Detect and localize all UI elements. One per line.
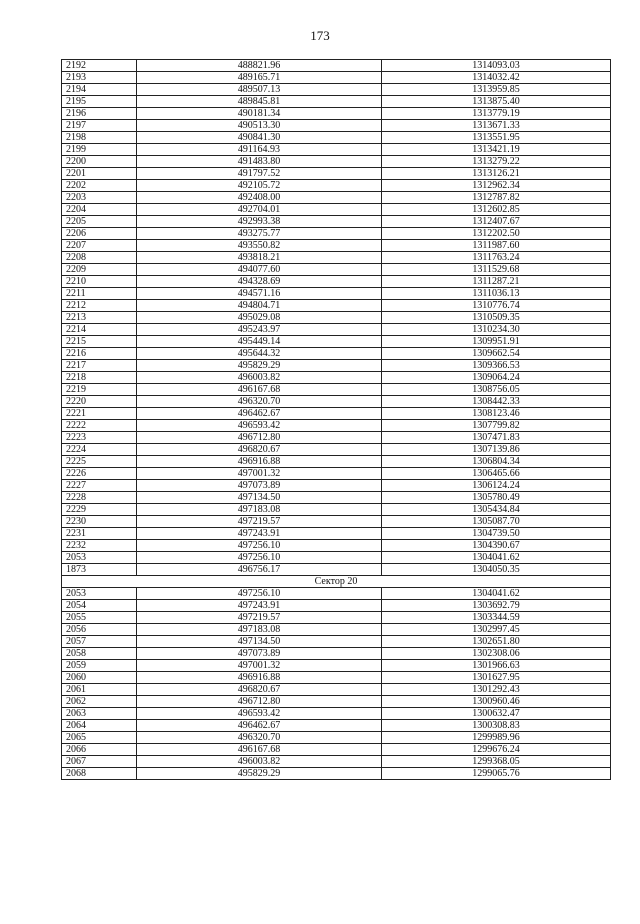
table-row: [62, 444, 611, 456]
table-row: [62, 744, 611, 756]
y-coordinate-cell: 1307799.82: [382, 420, 611, 432]
x-coordinate-cell: 491483.80: [137, 156, 382, 168]
point-number-cell: 2058: [62, 648, 137, 660]
x-coordinate-cell: 497256.10: [137, 552, 382, 564]
point-number-cell: 2055: [62, 612, 137, 624]
y-coordinate-cell: 1308123.46: [382, 408, 611, 420]
point-number-cell: 1873: [62, 564, 137, 576]
point-number-cell: 2227: [62, 480, 137, 492]
table-row: [62, 84, 611, 96]
x-coordinate-cell: 491164.93: [137, 144, 382, 156]
table-row: [62, 708, 611, 720]
point-number-cell: 2192: [62, 60, 137, 72]
point-number-cell: 2219: [62, 384, 137, 396]
x-coordinate-cell: 496320.70: [137, 396, 382, 408]
table-row: [62, 204, 611, 216]
point-number-cell: 2226: [62, 468, 137, 480]
point-number-cell: 2212: [62, 300, 137, 312]
y-coordinate-cell: 1301292.43: [382, 684, 611, 696]
table-row: [62, 228, 611, 240]
table-row: [62, 288, 611, 300]
table-row: [62, 384, 611, 396]
point-number-cell: 2214: [62, 324, 137, 336]
point-number-cell: 2060: [62, 672, 137, 684]
x-coordinate-cell: 490181.34: [137, 108, 382, 120]
x-coordinate-cell: 492408.00: [137, 192, 382, 204]
x-coordinate-cell: 489165.71: [137, 72, 382, 84]
y-coordinate-cell: 1299065.76: [382, 768, 611, 780]
x-coordinate-cell: 495644.32: [137, 348, 382, 360]
table-row: [62, 264, 611, 276]
y-coordinate-cell: 1311763.24: [382, 252, 611, 264]
point-number-cell: 2220: [62, 396, 137, 408]
y-coordinate-cell: 1304390.67: [382, 540, 611, 552]
table-row: [62, 324, 611, 336]
point-number-cell: 2197: [62, 120, 137, 132]
x-coordinate-cell: 492105.72: [137, 180, 382, 192]
x-coordinate-cell: 496916.88: [137, 456, 382, 468]
table-row: [62, 372, 611, 384]
y-coordinate-cell: 1311287.21: [382, 276, 611, 288]
point-number-cell: 2211: [62, 288, 137, 300]
table-row: [62, 312, 611, 324]
table-row: [62, 360, 611, 372]
x-coordinate-cell: 497243.91: [137, 600, 382, 612]
point-number-cell: 2210: [62, 276, 137, 288]
y-coordinate-cell: 1309662.54: [382, 348, 611, 360]
point-number-cell: 2207: [62, 240, 137, 252]
x-coordinate-cell: 495829.29: [137, 768, 382, 780]
point-number-cell: 2196: [62, 108, 137, 120]
x-coordinate-cell: 497183.08: [137, 624, 382, 636]
table-row: [62, 168, 611, 180]
point-number-cell: 2209: [62, 264, 137, 276]
x-coordinate-cell: 496167.68: [137, 744, 382, 756]
y-coordinate-cell: 1300308.83: [382, 720, 611, 732]
table-row: [62, 660, 611, 672]
y-coordinate-cell: 1302308.06: [382, 648, 611, 660]
point-number-cell: 2056: [62, 624, 137, 636]
y-coordinate-cell: 1309951.91: [382, 336, 611, 348]
y-coordinate-cell: 1305087.70: [382, 516, 611, 528]
point-number-cell: 2213: [62, 312, 137, 324]
x-coordinate-cell: 495829.29: [137, 360, 382, 372]
table-row: [62, 132, 611, 144]
x-coordinate-cell: 497001.32: [137, 468, 382, 480]
y-coordinate-cell: 1314032.42: [382, 72, 611, 84]
y-coordinate-cell: 1307139.86: [382, 444, 611, 456]
y-coordinate-cell: 1312407.67: [382, 216, 611, 228]
table-row: [62, 648, 611, 660]
table-row: [62, 120, 611, 132]
table-row: [62, 60, 611, 72]
table-row: [62, 624, 611, 636]
point-number-cell: 2202: [62, 180, 137, 192]
table-row: [62, 156, 611, 168]
point-number-cell: 2208: [62, 252, 137, 264]
y-coordinate-cell: 1311036.13: [382, 288, 611, 300]
y-coordinate-cell: 1304050.35: [382, 564, 611, 576]
x-coordinate-cell: 493818.21: [137, 252, 382, 264]
x-coordinate-cell: 494804.71: [137, 300, 382, 312]
x-coordinate-cell: 496462.67: [137, 720, 382, 732]
table-row: [62, 252, 611, 264]
y-coordinate-cell: 1313279.22: [382, 156, 611, 168]
y-coordinate-cell: 1300632.47: [382, 708, 611, 720]
x-coordinate-cell: 497243.91: [137, 528, 382, 540]
x-coordinate-cell: 496003.82: [137, 756, 382, 768]
y-coordinate-cell: 1308756.05: [382, 384, 611, 396]
y-coordinate-cell: 1302651.80: [382, 636, 611, 648]
table-row: [62, 348, 611, 360]
y-coordinate-cell: 1304041.62: [382, 552, 611, 564]
y-coordinate-cell: 1302997.45: [382, 624, 611, 636]
point-number-cell: 2215: [62, 336, 137, 348]
point-number-cell: 2194: [62, 84, 137, 96]
y-coordinate-cell: 1299676.24: [382, 744, 611, 756]
table-row: [62, 300, 611, 312]
point-number-cell: 2064: [62, 720, 137, 732]
table-row: [62, 456, 611, 468]
x-coordinate-cell: 497256.10: [137, 588, 382, 600]
y-coordinate-cell: 1310509.35: [382, 312, 611, 324]
table-row: [62, 684, 611, 696]
point-number-cell: 2216: [62, 348, 137, 360]
x-coordinate-cell: 492993.38: [137, 216, 382, 228]
table-row: [62, 528, 611, 540]
x-coordinate-cell: 496756.17: [137, 564, 382, 576]
point-number-cell: 2053: [62, 588, 137, 600]
x-coordinate-cell: 496593.42: [137, 708, 382, 720]
point-number-cell: 2063: [62, 708, 137, 720]
y-coordinate-cell: 1313875.40: [382, 96, 611, 108]
x-coordinate-cell: 497219.57: [137, 516, 382, 528]
point-number-cell: 2232: [62, 540, 137, 552]
y-coordinate-cell: 1313779.19: [382, 108, 611, 120]
table-row: [62, 492, 611, 504]
x-coordinate-cell: 496003.82: [137, 372, 382, 384]
table-row: [62, 600, 611, 612]
table-row: [62, 732, 611, 744]
table-row: [62, 432, 611, 444]
table-row: [62, 96, 611, 108]
table-row: [62, 108, 611, 120]
point-number-cell: 2229: [62, 504, 137, 516]
y-coordinate-cell: 1306124.24: [382, 480, 611, 492]
point-number-cell: 2195: [62, 96, 137, 108]
point-number-cell: 2059: [62, 660, 137, 672]
point-number-cell: 2067: [62, 756, 137, 768]
point-number-cell: 2200: [62, 156, 137, 168]
point-number-cell: 2224: [62, 444, 137, 456]
y-coordinate-cell: 1303344.59: [382, 612, 611, 624]
table-row: [62, 408, 611, 420]
point-number-cell: 2065: [62, 732, 137, 744]
y-coordinate-cell: 1312202.50: [382, 228, 611, 240]
point-number-cell: 2199: [62, 144, 137, 156]
table-row: [62, 504, 611, 516]
x-coordinate-cell: 497183.08: [137, 504, 382, 516]
y-coordinate-cell: 1299368.05: [382, 756, 611, 768]
point-number-cell: 2053: [62, 552, 137, 564]
table-row: [62, 180, 611, 192]
x-coordinate-cell: 489845.81: [137, 96, 382, 108]
x-coordinate-cell: 497073.89: [137, 648, 382, 660]
coordinates-table: [61, 59, 611, 780]
x-coordinate-cell: 497001.32: [137, 660, 382, 672]
y-coordinate-cell: 1305780.49: [382, 492, 611, 504]
table-row: [62, 768, 611, 780]
table-body-upper: [62, 60, 611, 576]
x-coordinate-cell: 494077.60: [137, 264, 382, 276]
point-number-cell: 2201: [62, 168, 137, 180]
y-coordinate-cell: 1299989.96: [382, 732, 611, 744]
x-coordinate-cell: 496916.88: [137, 672, 382, 684]
table-row: [62, 420, 611, 432]
y-coordinate-cell: 1314093.03: [382, 60, 611, 72]
table-body-lower: [62, 588, 611, 780]
table-row: [62, 720, 611, 732]
y-coordinate-cell: 1309064.24: [382, 372, 611, 384]
y-coordinate-cell: 1305434.84: [382, 504, 611, 516]
y-coordinate-cell: 1307471.83: [382, 432, 611, 444]
x-coordinate-cell: 496712.80: [137, 696, 382, 708]
table-row: [62, 636, 611, 648]
table-row: [62, 468, 611, 480]
page-number: 173: [310, 28, 330, 43]
point-number-cell: 2231: [62, 528, 137, 540]
table-row: [62, 396, 611, 408]
x-coordinate-cell: 496320.70: [137, 732, 382, 744]
point-number-cell: 2230: [62, 516, 137, 528]
x-coordinate-cell: 497219.57: [137, 612, 382, 624]
y-coordinate-cell: 1306465.66: [382, 468, 611, 480]
point-number-cell: 2057: [62, 636, 137, 648]
table-row: [62, 540, 611, 552]
y-coordinate-cell: 1301627.95: [382, 672, 611, 684]
table-row: [62, 216, 611, 228]
y-coordinate-cell: 1310234.30: [382, 324, 611, 336]
x-coordinate-cell: 490513.30: [137, 120, 382, 132]
point-number-cell: 2221: [62, 408, 137, 420]
point-number-cell: 2204: [62, 204, 137, 216]
point-number-cell: 2054: [62, 600, 137, 612]
y-coordinate-cell: 1304041.62: [382, 588, 611, 600]
y-coordinate-cell: 1313671.33: [382, 120, 611, 132]
point-number-cell: 2218: [62, 372, 137, 384]
x-coordinate-cell: 497073.89: [137, 480, 382, 492]
x-coordinate-cell: 496462.67: [137, 408, 382, 420]
x-coordinate-cell: 493550.82: [137, 240, 382, 252]
point-number-cell: 2222: [62, 420, 137, 432]
y-coordinate-cell: 1313551.95: [382, 132, 611, 144]
table-row: [62, 564, 611, 576]
point-number-cell: 2061: [62, 684, 137, 696]
section-row: [62, 576, 611, 588]
x-coordinate-cell: 495029.08: [137, 312, 382, 324]
point-number-cell: 2062: [62, 696, 137, 708]
table-row: [62, 588, 611, 600]
y-coordinate-cell: 1311987.60: [382, 240, 611, 252]
point-number-cell: 2228: [62, 492, 137, 504]
table-row: [62, 72, 611, 84]
point-number-cell: 2068: [62, 768, 137, 780]
point-number-cell: 2223: [62, 432, 137, 444]
x-coordinate-cell: 492704.01: [137, 204, 382, 216]
section-label: Сектор 20: [62, 576, 611, 588]
table-row: [62, 192, 611, 204]
y-coordinate-cell: 1312962.34: [382, 180, 611, 192]
point-number-cell: 2193: [62, 72, 137, 84]
table-row: [62, 672, 611, 684]
y-coordinate-cell: 1311529.68: [382, 264, 611, 276]
table-row: [62, 240, 611, 252]
table-row: [62, 144, 611, 156]
x-coordinate-cell: 494571.16: [137, 288, 382, 300]
y-coordinate-cell: 1312602.85: [382, 204, 611, 216]
y-coordinate-cell: 1310776.74: [382, 300, 611, 312]
point-number-cell: 2203: [62, 192, 137, 204]
point-number-cell: 2225: [62, 456, 137, 468]
table-row: [62, 336, 611, 348]
x-coordinate-cell: 495243.97: [137, 324, 382, 336]
x-coordinate-cell: 488821.96: [137, 60, 382, 72]
table-row: [62, 612, 611, 624]
point-number-cell: 2205: [62, 216, 137, 228]
x-coordinate-cell: 496820.67: [137, 684, 382, 696]
x-coordinate-cell: 489507.13: [137, 84, 382, 96]
y-coordinate-cell: 1312787.82: [382, 192, 611, 204]
x-coordinate-cell: 491797.52: [137, 168, 382, 180]
y-coordinate-cell: 1303692.79: [382, 600, 611, 612]
y-coordinate-cell: 1306804.34: [382, 456, 611, 468]
point-number-cell: 2217: [62, 360, 137, 372]
point-number-cell: 2198: [62, 132, 137, 144]
y-coordinate-cell: 1308442.33: [382, 396, 611, 408]
x-coordinate-cell: 497256.10: [137, 540, 382, 552]
x-coordinate-cell: 496593.42: [137, 420, 382, 432]
y-coordinate-cell: 1313959.85: [382, 84, 611, 96]
point-number-cell: 2066: [62, 744, 137, 756]
x-coordinate-cell: 496167.68: [137, 384, 382, 396]
x-coordinate-cell: 496712.80: [137, 432, 382, 444]
x-coordinate-cell: 493275.77: [137, 228, 382, 240]
y-coordinate-cell: 1301966.63: [382, 660, 611, 672]
x-coordinate-cell: 497134.50: [137, 636, 382, 648]
table-row: [62, 276, 611, 288]
y-coordinate-cell: 1313421.19: [382, 144, 611, 156]
x-coordinate-cell: 496820.67: [137, 444, 382, 456]
y-coordinate-cell: 1300960.46: [382, 696, 611, 708]
table-row: [62, 756, 611, 768]
x-coordinate-cell: 490841.30: [137, 132, 382, 144]
x-coordinate-cell: 494328.69: [137, 276, 382, 288]
x-coordinate-cell: 497134.50: [137, 492, 382, 504]
table-row: [62, 696, 611, 708]
table-row: [62, 552, 611, 564]
point-number-cell: 2206: [62, 228, 137, 240]
table-row: [62, 480, 611, 492]
y-coordinate-cell: 1313126.21: [382, 168, 611, 180]
y-coordinate-cell: 1304739.50: [382, 528, 611, 540]
y-coordinate-cell: 1309366.53: [382, 360, 611, 372]
table-row: [62, 516, 611, 528]
section-header: [62, 576, 611, 588]
x-coordinate-cell: 495449.14: [137, 336, 382, 348]
